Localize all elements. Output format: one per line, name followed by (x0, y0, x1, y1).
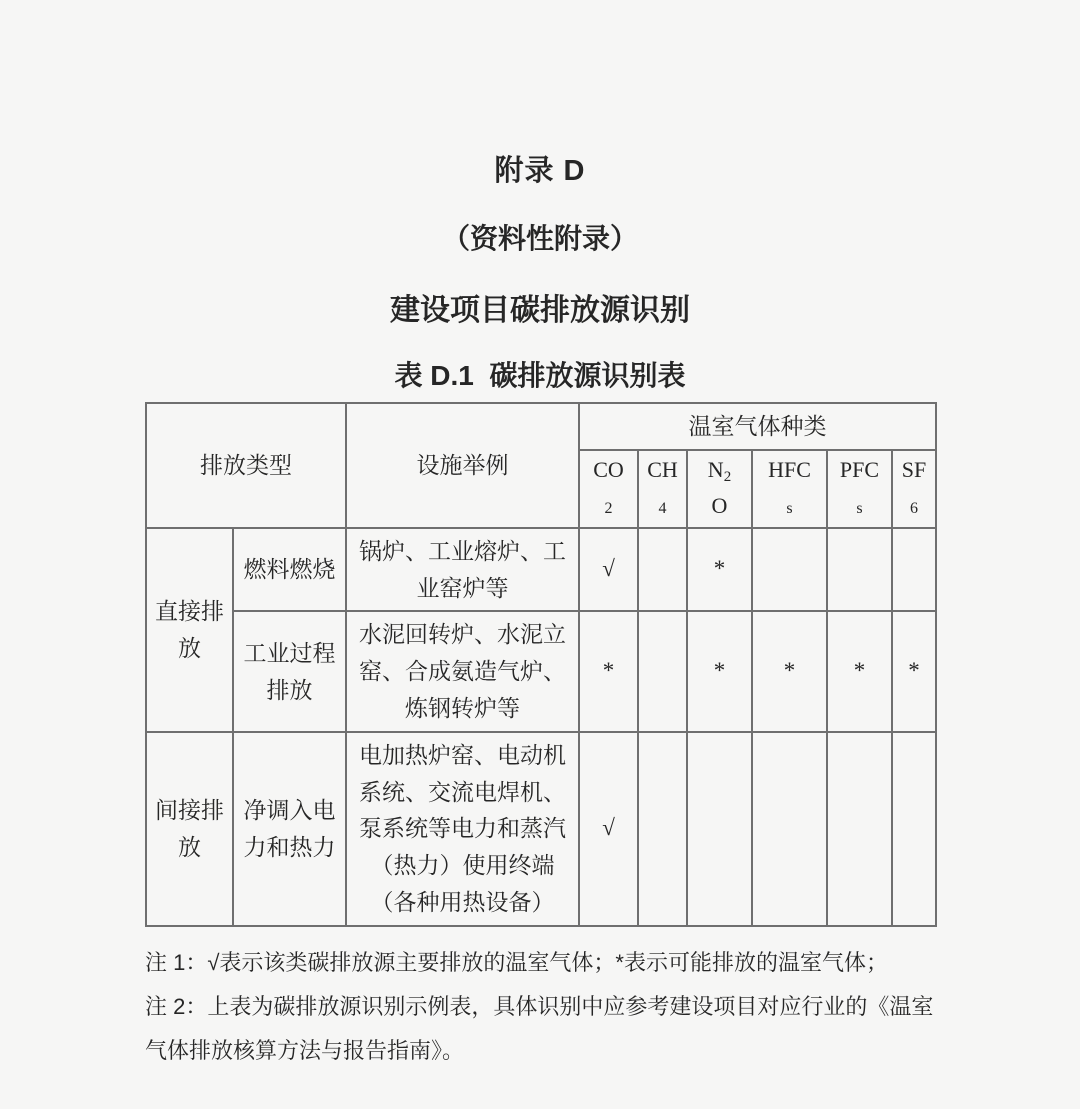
mark-cell-co2: √ (579, 528, 638, 612)
mark-cell-pfcs (827, 528, 892, 612)
table-row-industrial-process (146, 611, 936, 731)
gas-symbol-bottom: 2 (604, 499, 613, 517)
gas-symbol-bottom: s (786, 499, 793, 517)
table-row-fuel-combustion (146, 528, 936, 612)
gas-symbol-bottom: 6 (910, 499, 919, 517)
gas-symbol-bottom: s (856, 499, 863, 517)
gas-symbol-top: CO (593, 456, 624, 482)
mark-cell-n2o: * (687, 528, 752, 612)
mark-cell-co2: √ (579, 732, 638, 926)
appendix-subtitle: （资料性附录） (441, 223, 638, 254)
cell-subtype-net-electricity-heat: 净调入电力和热力 (233, 732, 346, 926)
header-emission-type: 排放类型 (146, 403, 346, 528)
cell-subtype-fuel-combustion: 燃料燃烧 (233, 528, 346, 612)
header-gas-n2o (687, 450, 752, 528)
header-gas-group: 温室气体种类 (579, 403, 936, 450)
emission-source-table (145, 402, 937, 927)
document-page (145, 0, 935, 1109)
gas-symbol-top: CH (647, 456, 678, 482)
table-notes (145, 941, 935, 1073)
header-gas-co2 (579, 450, 638, 528)
gas-symbol-bottom: 4 (658, 499, 667, 517)
cell-category-indirect: 间接排放 (146, 732, 233, 926)
note-1: 注 1：√表示该类碳排放源主要排放的温室气体；*表示可能排放的温室气体； (145, 949, 888, 975)
cell-subtype-industrial-process: 工业过程排放 (233, 611, 346, 731)
note-2: 注 2：上表为碳排放源识别示例表，具体识别中应参考建设项目对应行业的《温室气体排放核算方法与报告指南》。 (145, 993, 934, 1063)
gas-symbol-bottom: O (711, 492, 728, 518)
gas-symbol-top: N2 (707, 456, 732, 485)
mark-cell-n2o: * (687, 611, 752, 731)
header-gas-ch4 (638, 450, 687, 528)
header-gas-pfcs (827, 450, 892, 528)
cell-examples-fuel-combustion: 锅炉、工业熔炉、工业窑炉等 (346, 528, 579, 612)
gas-symbol-top: SF (901, 456, 927, 482)
header-facility-examples: 设施举例 (346, 403, 579, 528)
mark-cell-pfcs (827, 732, 892, 926)
cell-examples-indirect: 电加热炉窑、电动机系统、交流电焊机、泵系统等电力和蒸汽（热力）使用终端（各种用热设备） (346, 732, 579, 926)
mark-cell-ch4 (638, 732, 687, 926)
mark-cell-hfcs (752, 528, 827, 612)
appendix-title: 附录 D (494, 155, 586, 187)
table-row-indirect-emission (146, 732, 936, 926)
header-gas-sf6 (892, 450, 936, 528)
mark-cell-sf6 (892, 732, 936, 926)
header-row-top (146, 403, 936, 450)
mark-cell-sf6 (892, 528, 936, 612)
section-title: 建设项目碳排放源识别 (390, 294, 690, 327)
mark-cell-pfcs: * (827, 611, 892, 731)
mark-cell-hfcs (752, 732, 827, 926)
cell-examples-industrial-process: 水泥回转炉、水泥立窑、合成氨造气炉、炼钢转炉等 (346, 611, 579, 731)
mark-cell-hfcs: * (752, 611, 827, 731)
mark-cell-ch4 (638, 528, 687, 612)
header-gas-hfcs (752, 450, 827, 528)
gas-symbol-top: HFC (768, 456, 811, 482)
table-caption: 表 D.1 碳排放源识别表 (394, 360, 686, 391)
mark-cell-co2: * (579, 611, 638, 731)
mark-cell-n2o (687, 732, 752, 926)
cell-category-direct: 直接排放 (146, 528, 233, 732)
mark-cell-sf6: * (892, 611, 936, 731)
mark-cell-ch4 (638, 611, 687, 731)
gas-symbol-top: PFC (839, 456, 880, 482)
